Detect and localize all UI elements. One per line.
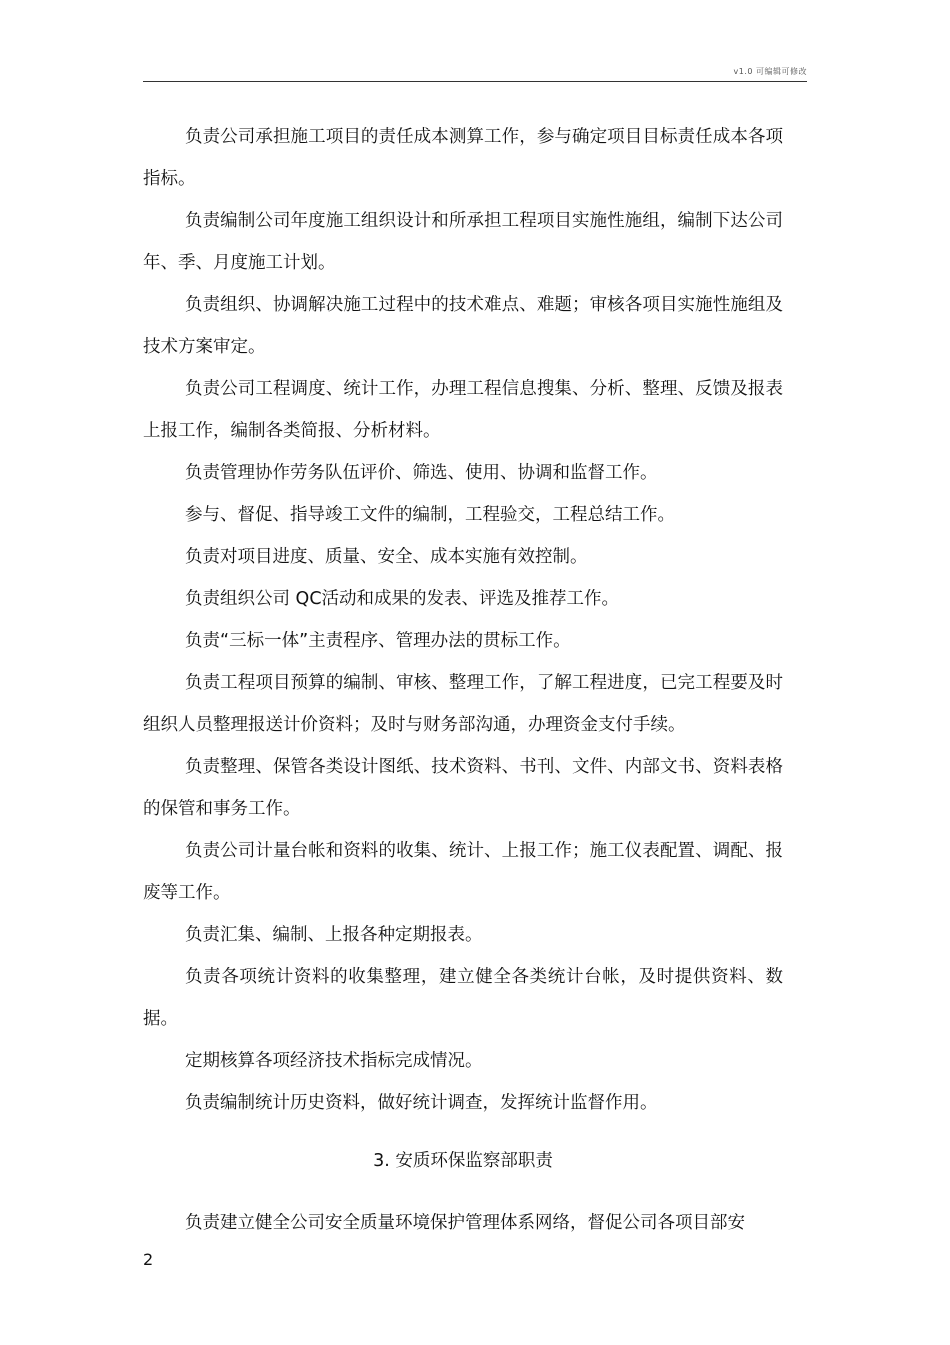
paragraph: 定期核算各项经济技术指标完成情况。 bbox=[185, 1051, 483, 1071]
page-number: 2 bbox=[143, 1250, 154, 1269]
body-text bbox=[143, 116, 783, 1244]
paragraph: 负责公司工程调度、统计工作，办理工程信息搜集、分析、整理、反馈及报表上报工作，编制各类简报、分析材料。 bbox=[143, 379, 783, 441]
paragraph: 负责公司计量台帐和资料的收集、统计、上报工作；施工仪表配置、调配、报废等工作。 bbox=[143, 841, 783, 903]
paragraph: 负责整理、保管各类设计图纸、技术资料、书刊、文件、内部文书、资料表格的保管和事务工作。 bbox=[143, 757, 783, 819]
paragraph: 负责对项目进度、质量、安全、成本实施有效控制。 bbox=[185, 547, 588, 567]
paragraph: 负责汇集、编制、上报各种定期报表。 bbox=[185, 925, 483, 945]
paragraph: 负责工程项目预算的编制、审核、整理工作，了解工程进度，已完工程要及时组织人员整理报送计价资料；及时与财务部沟通，办理资金支付手续。 bbox=[143, 673, 783, 735]
paragraph: 负责编制统计历史资料，做好统计调查，发挥统计监督作用。 bbox=[185, 1093, 658, 1113]
paragraph: 负责组织、协调解决施工过程中的技术难点、难题；审核各项目实施性施组及技术方案审定。 bbox=[143, 295, 783, 357]
section-title: 3. 安质环保监察部职责 bbox=[373, 1151, 553, 1171]
paragraph: 负责建立健全公司安全质量环境保护管理体系网络，督促公司各项目部安 bbox=[185, 1213, 745, 1233]
paragraph: 负责管理协作劳务队伍评价、筛选、使用、协调和监督工作。 bbox=[185, 463, 658, 483]
paragraph: 负责组织公司 QC活动和成果的发表、评选及推荐工作。 bbox=[185, 589, 620, 609]
paragraph: 负责“三标一体”主责程序、管理办法的贯标工作。 bbox=[185, 631, 571, 651]
header-divider bbox=[143, 81, 807, 82]
paragraph: 参与、督促、指导竣工文件的编制，工程验交，工程总结工作。 bbox=[185, 505, 675, 525]
paragraph: 负责公司承担施工项目的责任成本测算工作，参与确定项目目标责任成本各项指标。 bbox=[143, 127, 783, 189]
paragraph: 负责各项统计资料的收集整理，建立健全各类统计台帐，及时提供资料、数据。 bbox=[143, 967, 783, 1029]
header-version-text: v1.0 可编辑可修改 bbox=[733, 67, 807, 76]
paragraph: 负责编制公司年度施工组织设计和所承担工程项目实施性施组，编制下达公司年、季、月度施工计划。 bbox=[143, 211, 783, 273]
